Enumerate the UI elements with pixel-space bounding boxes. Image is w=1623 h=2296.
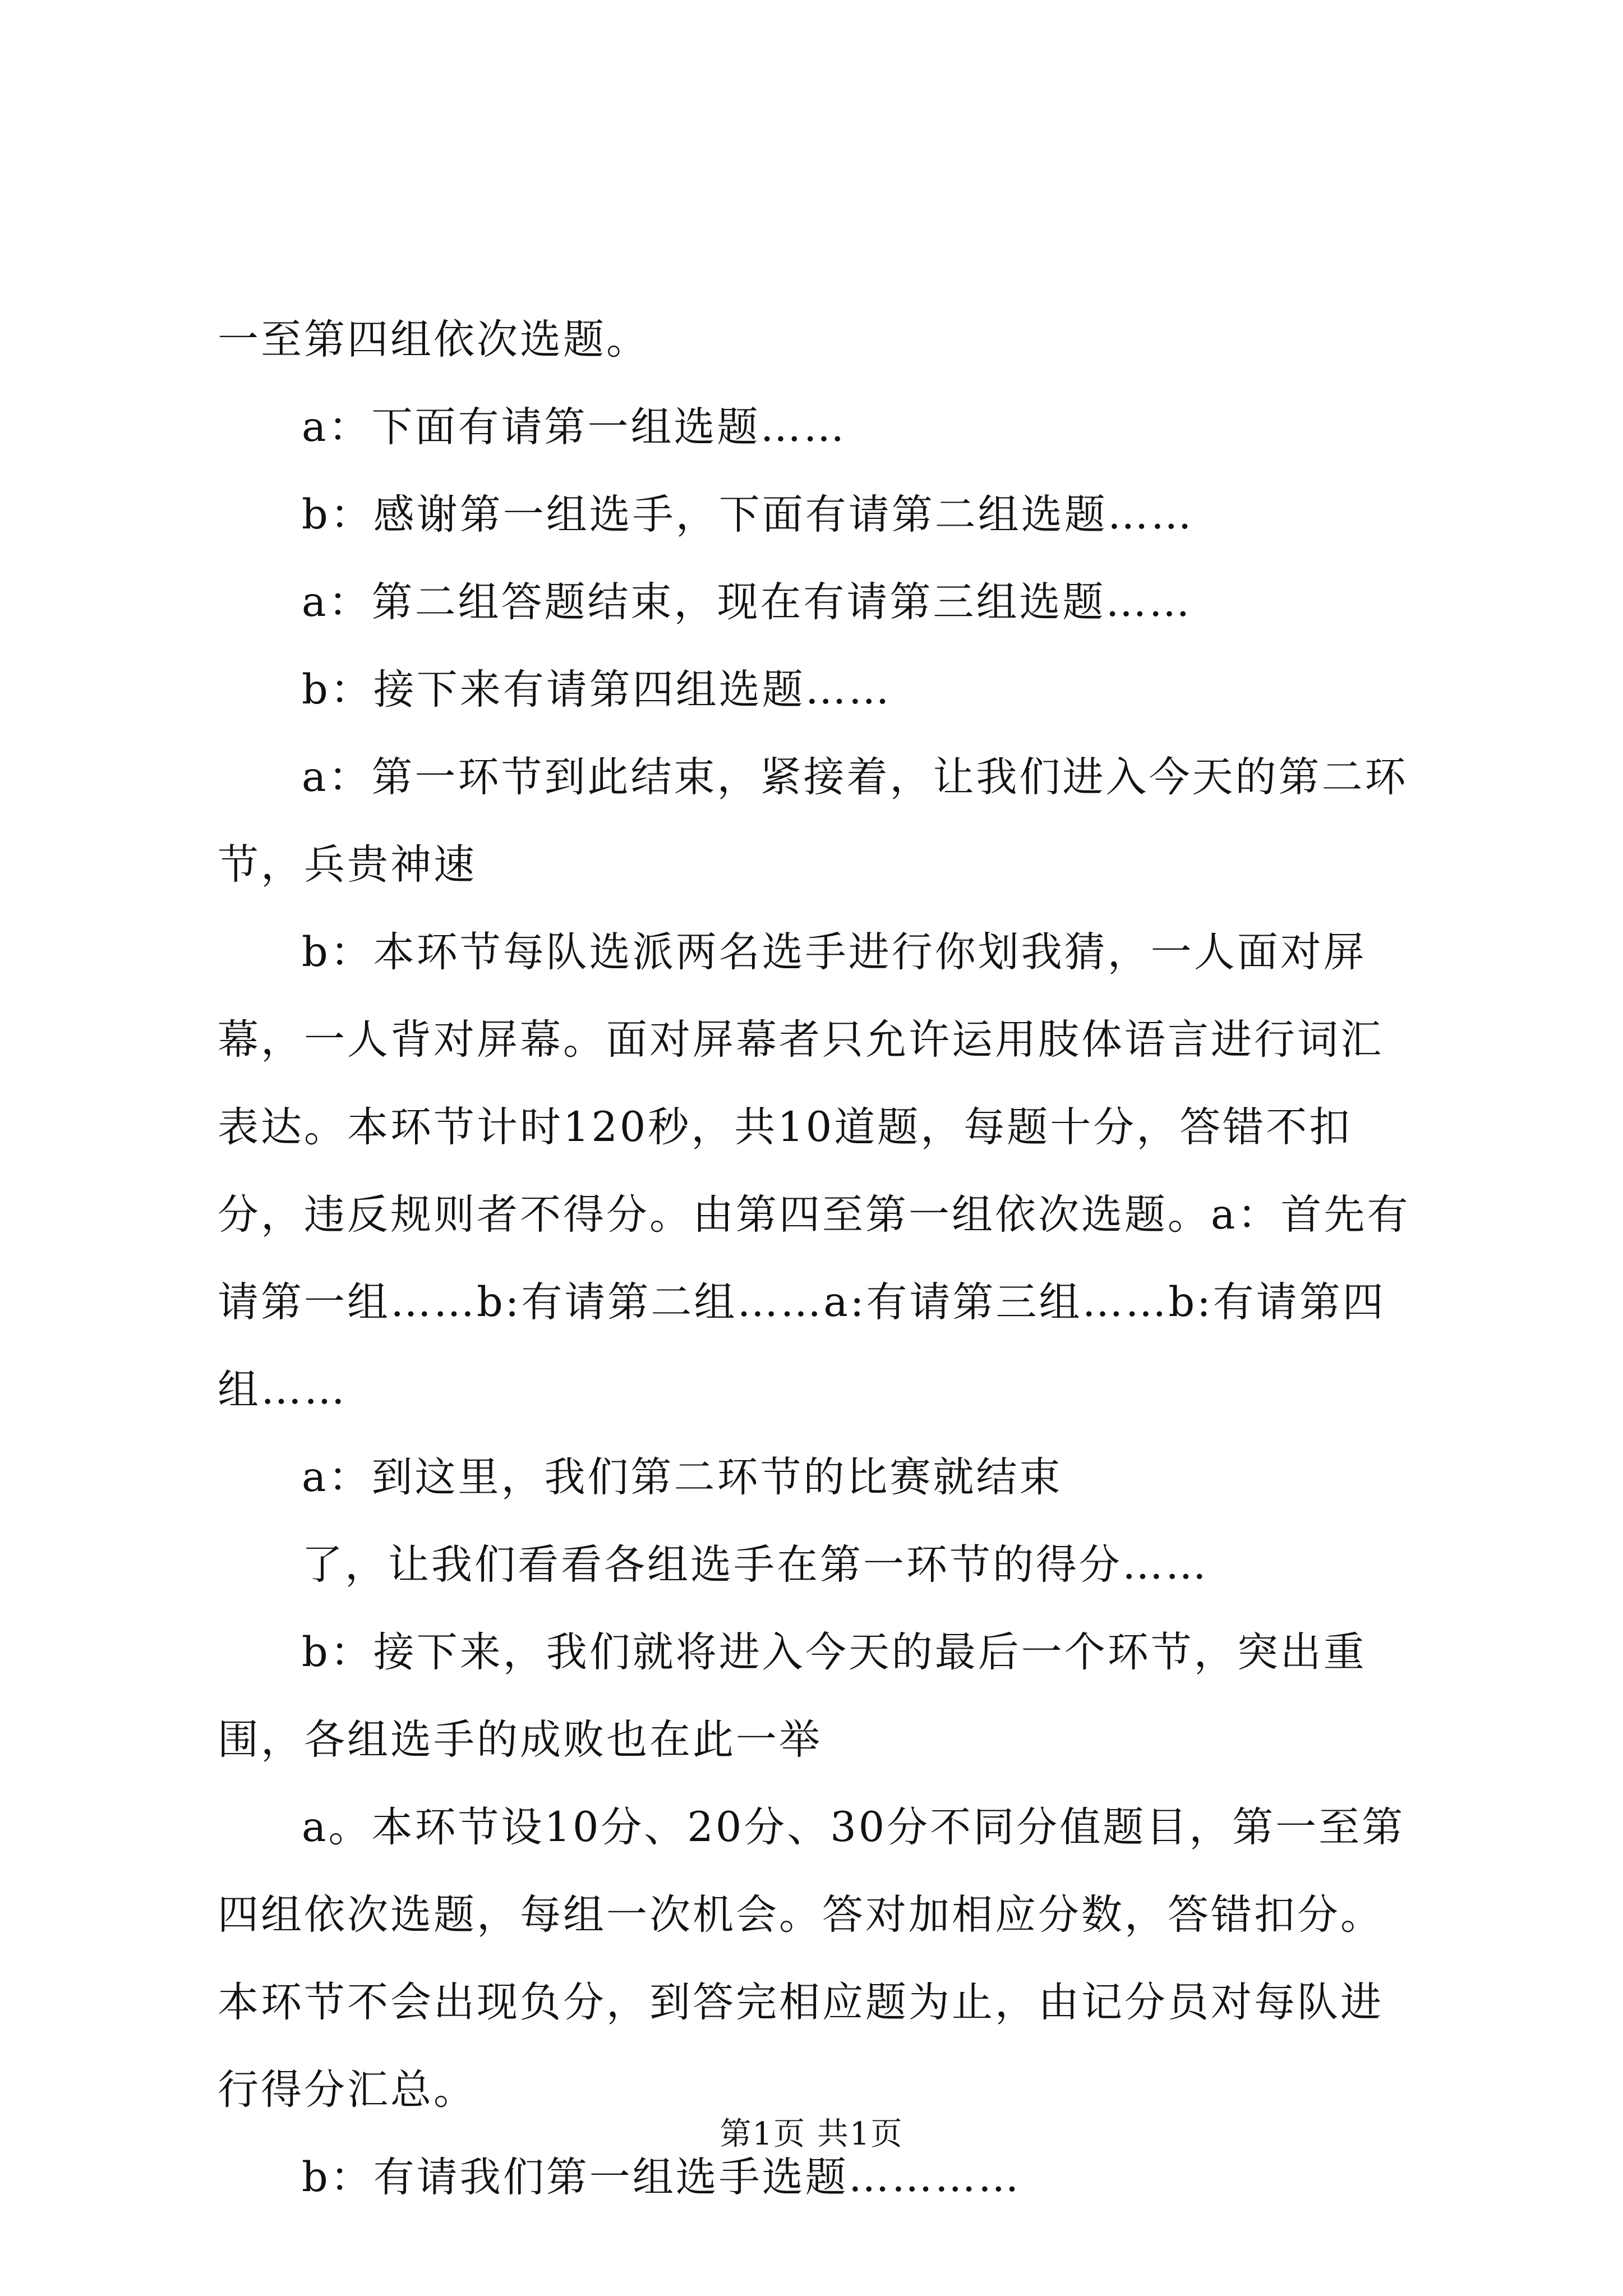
page-number-footer: 第1页 共1页 xyxy=(720,2116,903,2152)
document-body xyxy=(218,296,1423,2221)
paragraph: b：本环节每队选派两名选手进行你划我猜，一人面对屏幕，一人背对屏幕。面对屏幕者只允许运用肢体语言进行词汇表达。本环节计时120秒，共10道题，每题十分，答错不扣分，违反规则者不得分。由第四至第一组依次选题。a：首先有请第一组……b:有请第二组……a:有请第三组……b:有请第四组…… xyxy=(218,928,1410,1414)
paragraph: b：接下来有请第四组选题…… xyxy=(302,666,892,714)
paragraph: b：感谢第一组选手，下面有请第二组选题…… xyxy=(302,491,1194,539)
paragraph: b：有请我们第一组选手选题………… xyxy=(302,2154,1021,2201)
paragraph: b：接下来，我们就将进入今天的最后一个环节，突出重围，各组选手的成败也在此一举 xyxy=(218,1628,1367,1764)
paragraph: 一至第四组依次选题。 xyxy=(218,316,649,364)
paragraph: a：第二组答题结束，现在有请第三组选题…… xyxy=(302,578,1192,626)
paragraph: 了，让我们看看各组选手在第一环节的得分…… xyxy=(302,1541,1209,1589)
paragraph: a：第一环节到此结束，紧接着，让我们进入今天的第二环节，兵贵神速 xyxy=(218,753,1408,889)
paragraph: a。本环节设10分、20分、30分不同分值题目，第一至第四组依次选题，每组一次机会。答对加相应分数，答错扣分。本环节不会出现负分，到答完相应题为止，由记分员对每队进行得分汇总。 xyxy=(218,1803,1405,2114)
paragraph: a：下面有请第一组选题…… xyxy=(302,403,847,451)
paragraph: a：到这里，我们第二环节的比赛就结束 xyxy=(302,1453,1063,1501)
